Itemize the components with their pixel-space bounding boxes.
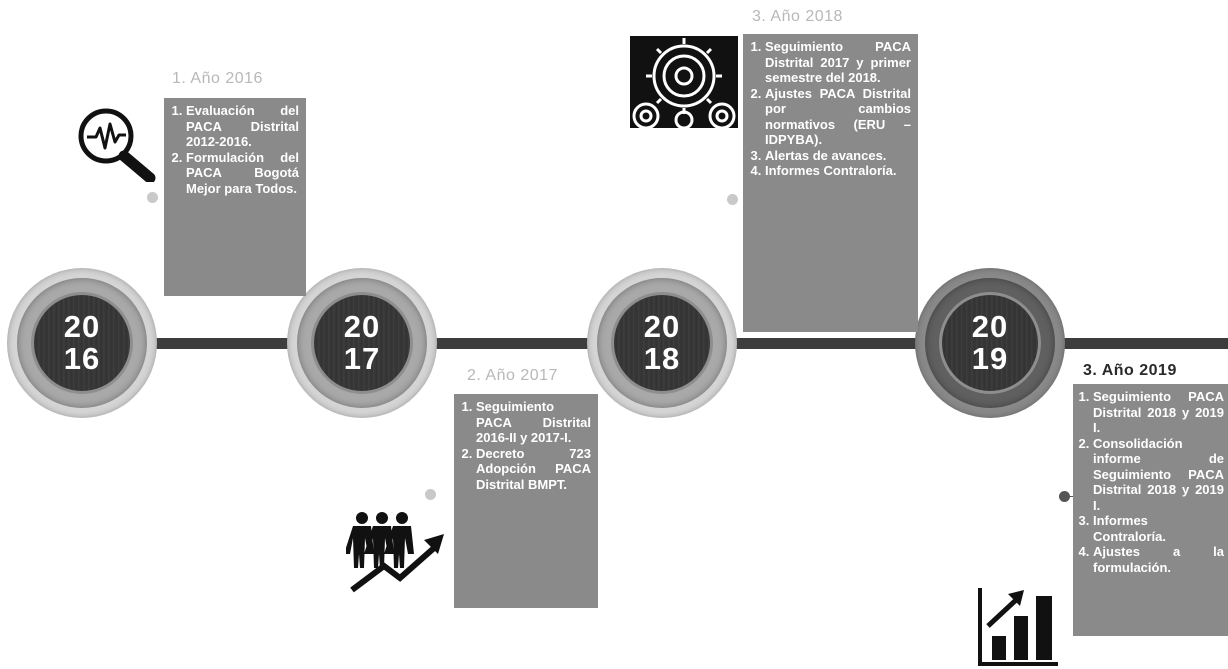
section-box-2016 [164,98,306,296]
year-node-top: 20 [971,309,1009,344]
list-item: 3. Alertas de avances. [765,148,911,164]
connector-dot-2017 [425,489,436,500]
year-node-bottom: 18 [643,341,681,376]
year-node-bottom: 17 [343,341,381,376]
gears-icon [630,36,738,128]
year-node-top: 20 [343,309,381,344]
magnifier-pulse-icon [72,104,156,182]
year-node-bottom: 19 [971,341,1009,376]
section-box-2017 [454,394,598,608]
list-item: 2. Ajustes PACA Distrital por cambios normativos (ERU – IDPYBA). [765,86,911,148]
section-heading-2017: 2. Año 2017 [467,367,558,384]
list-item: 1. Seguimiento PACA Distrital 2018 y 2019 I. [1093,389,1224,436]
section-heading-2016: 1. Año 2016 [172,70,263,87]
list-item: 1. Evaluación del PACA Distrital 2012-2016. [186,103,299,150]
section-box-2018 [743,34,918,332]
section-box-2019 [1073,384,1228,636]
list-item: 1. Seguimiento PACA Distrital 2016-II y 2017-I. [476,399,591,446]
list-item: 2. Formulación del PACA Bogotá Mejor para Todos. [186,150,299,197]
connector-dot-2016 [147,192,158,203]
section-heading-2018: 3. Año 2018 [752,8,843,25]
list-item: 2. Decreto 723 Adopción PACA Distrital BMPT. [476,446,591,493]
year-node-top: 20 [63,309,101,344]
section-heading-2019: 3. Año 2019 [1083,362,1177,379]
bar-chart-growth-icon [976,586,1060,668]
connector-dot-2018 [727,194,738,205]
year-node-bottom: 16 [63,341,101,376]
year-node-top: 20 [643,309,681,344]
list-item: 4. Informes Contraloría. [765,163,911,179]
list-item: 3. Informes Contraloría. [1093,513,1224,544]
people-growth-icon [346,510,446,594]
list-item: 1. Seguimiento PACA Distrital 2017 y primer semestre del 2018. [765,39,911,86]
list-item: 4. Ajustes a la formulación. [1093,544,1224,575]
list-item: 2. Consolidación informe de Seguimiento PACA Distrital 2018 y 2019 I. [1093,436,1224,514]
